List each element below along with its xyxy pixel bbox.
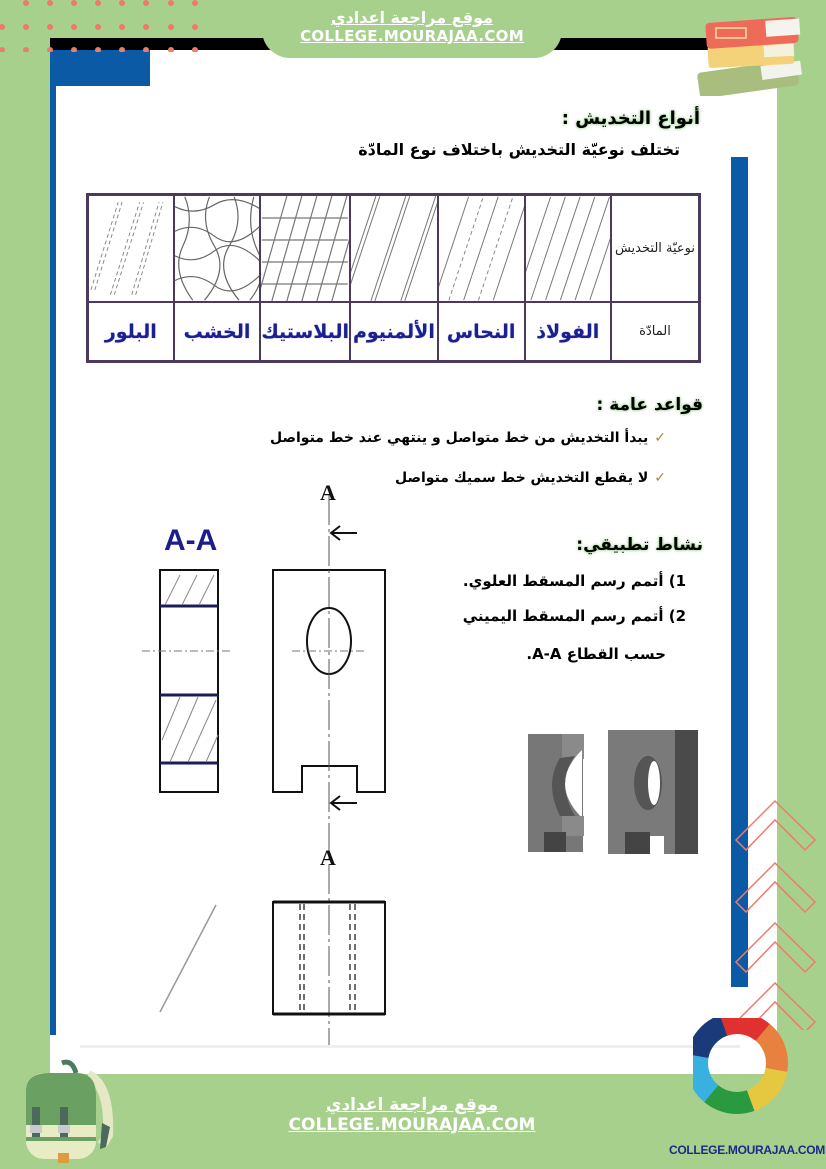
hatch-single-diagonal-icon — [526, 196, 610, 301]
hatch-cell-steel — [525, 195, 611, 303]
books-icon — [690, 8, 810, 96]
site-header-banner[interactable] — [262, 0, 562, 58]
technical-drawing — [120, 470, 440, 1060]
row-label-hatch-type: نوعيّة التخديش — [611, 195, 700, 303]
footer-site-url-link[interactable]: COLLEGE.MOURAJAA.COM — [288, 1115, 536, 1135]
cut-label-top: A — [320, 480, 336, 505]
section-title-activity: نشاط تطبيقي: — [576, 535, 703, 555]
checkmark-icon: ✓ — [654, 470, 666, 486]
rule-item-1: ✓يبدأ التخديش من خط متواصل و ينتهي عند خط متواصل — [269, 430, 666, 446]
front-view — [273, 495, 385, 1045]
blue-corner-block — [50, 50, 150, 86]
hatch-cell-aluminium — [350, 195, 438, 303]
decorative-dots — [0, 0, 200, 52]
checkmark-icon: ✓ — [654, 430, 666, 446]
material-plastic: البلاستيك — [261, 320, 350, 343]
hatch-wavy-grid-icon — [175, 196, 260, 301]
section-title-hatch-types: أنواع التخديش : — [561, 108, 700, 129]
section-view — [142, 570, 230, 792]
section-title-general-rules: قواعد عامة : — [596, 395, 703, 415]
material-wood: الخشب — [183, 320, 251, 343]
site-footer-banner[interactable] — [262, 1075, 562, 1169]
hatch-cell-copper — [438, 195, 525, 303]
backpack-icon — [10, 1055, 120, 1165]
activity-item-3: حسب القطاع A-A. — [526, 645, 666, 663]
activity-item-2: 2) أتمم رسم المسقط اليميني — [462, 607, 686, 625]
hatch-cell-plastic — [260, 195, 350, 303]
hatch-types-table — [86, 193, 701, 363]
rule-item-2: ✓لا يقطع التخديش خط سميك متواصل — [394, 470, 666, 486]
logo-caption[interactable]: COLLEGE.MOURAJAA.COM — [669, 1143, 826, 1157]
construction-line — [160, 905, 216, 1012]
hatch-diagonal-grid-icon — [261, 196, 349, 301]
site-name-arabic: موقع مراجعة اعدادي — [330, 8, 494, 27]
activity-item-1: 1) أتمم رسم المسقط العلوي. — [462, 572, 686, 590]
cut-label-bottom: A — [320, 845, 336, 870]
material-aluminium: الألمنيوم — [352, 320, 435, 343]
hatch-cell-glass — [88, 195, 174, 303]
cutting-plane-arrows — [331, 526, 357, 810]
decorative-chevrons — [732, 790, 826, 1030]
hatch-double-diagonal-icon — [351, 196, 437, 301]
hatch-diagonal-dashed-icon — [439, 196, 524, 301]
site-url-link[interactable]: COLLEGE.MOURAJAA.COM — [300, 27, 524, 45]
isometric-part-images — [520, 728, 715, 858]
blue-left-border — [50, 50, 56, 1035]
material-glass: البلور — [104, 320, 157, 343]
section-subtitle: تختلف نوعيّة التخديش باختلاف نوع المادّة — [358, 140, 680, 159]
material-copper: النحاس — [446, 320, 516, 343]
material-steel: الفولاذ — [536, 320, 600, 343]
section-label-aa: A-A — [164, 524, 218, 557]
row-label-material: المادّة — [611, 302, 700, 362]
section-part-3d — [528, 734, 584, 852]
footer-site-name-arabic: موقع مراجعة اعدادي — [325, 1095, 499, 1115]
hatch-dashed-diagonal-icon — [89, 196, 173, 301]
full-part-3d — [608, 730, 698, 854]
hatch-cell-wood — [174, 195, 261, 303]
